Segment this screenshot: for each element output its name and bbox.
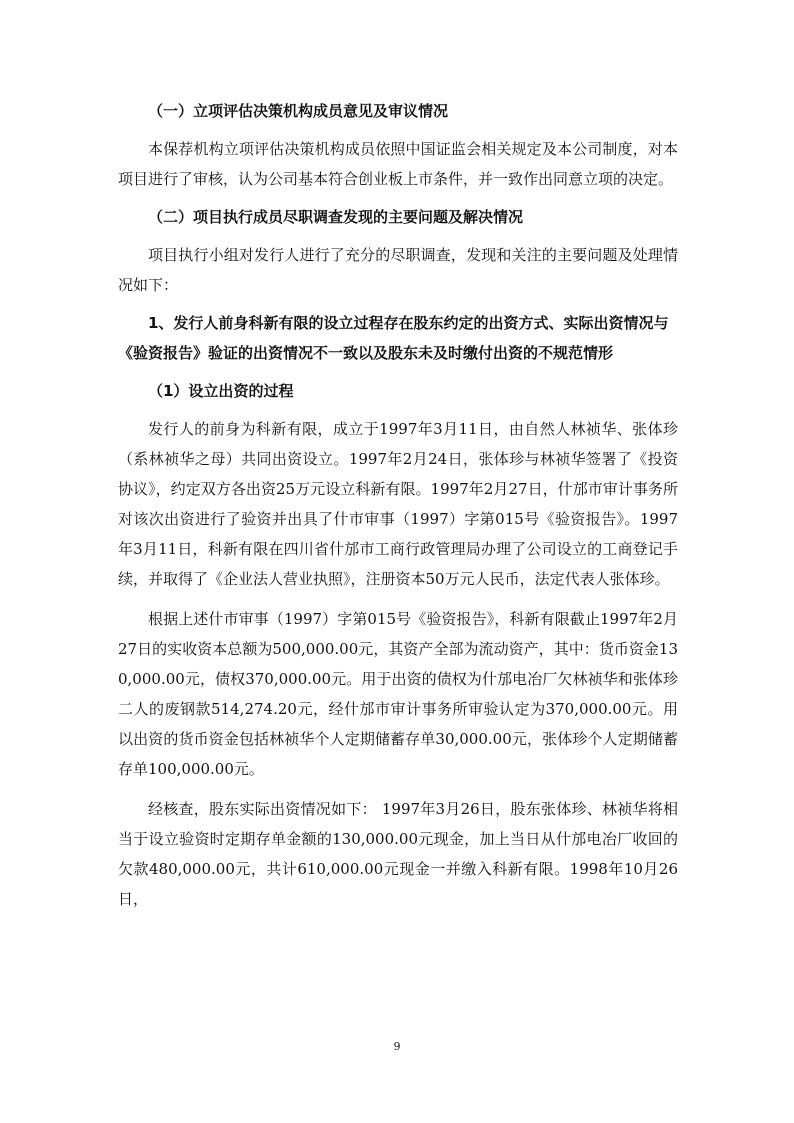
document-body xyxy=(118,96,678,914)
paragraph-1: 本保荐机构立项评估决策机构成员依照中国证监会相关规定及本公司制度，对本项目进行了审核，认为公司基本符合创业板上市条件，并一致作出同意立项的决定。 xyxy=(118,140,678,188)
paragraph-3: 发行人的前身为科新有限，成立于1997年3月11日，由自然人林祯华、张体珍（系林祯华之母）共同出资设立。1997年2月24日，张体珍与林祯华签署了《投资协议》，约定双方各出资25万元设立科新有限。1997年2月27日，什邡市审计事务所对该次出资进行了验资并出具了什市审事（1997）字第015号《验资报告》。1997年3月11日，科新有限在四川省什邡市工商行政管理局办理了公司设立的工商登记手续，并取得了《企业法人营业执照》，注册资本50万元人民币，法定代表人张体珍。 xyxy=(118,420,678,588)
paragraph-4: 根据上述什市审事（1997）字第015号《验资报告》，科新有限截止1997年2月27日的实收资本总额为500,000.00元，其资产全部为流动资产，其中：货币资金130,000.00元，债权370,000.00元。用于出资的债权为什邡电冶厂欠林祯华和张体珍二人的废钢款514,274.20元，经什邡市审计事务所审验认定为370,000.00元。用以出资的货币资金包括林祯华个人定期储蓄存单30,000.00元，张体珍个人定期储蓄存单100,000.00元。 xyxy=(118,610,678,778)
section-heading-1: （一）立项评估决策机构成员意见及审议情况 xyxy=(148,102,449,120)
page-number: 9 xyxy=(393,1040,401,1053)
paragraph-5: 经核查，股东实际出资情况如下： 1997年3月26日，股东张体珍、林祯华将相当于设立验资时定期存单金额的130,000.00元现金，加上当日从什邡电冶厂收回的欠款480,000.00元，共计610,000.00元现金一并缴入科新有限。1998年10月26日， xyxy=(118,800,678,908)
sub-heading-1: （1）设立出资的过程 xyxy=(148,382,294,400)
issue-heading-1: 1、发行人前身科新有限的设立过程存在股东约定的出资方式、实际出资情况与《验资报告》验证的出资情况不一致以及股东未及时缴付出资的不规范情形 xyxy=(118,314,669,362)
section-heading-2: （二）项目执行成员尽职调查发现的主要问题及解决情况 xyxy=(148,208,524,226)
paragraph-2: 项目执行小组对发行人进行了充分的尽职调查，发现和关注的主要问题及处理情况如下： xyxy=(118,246,678,294)
